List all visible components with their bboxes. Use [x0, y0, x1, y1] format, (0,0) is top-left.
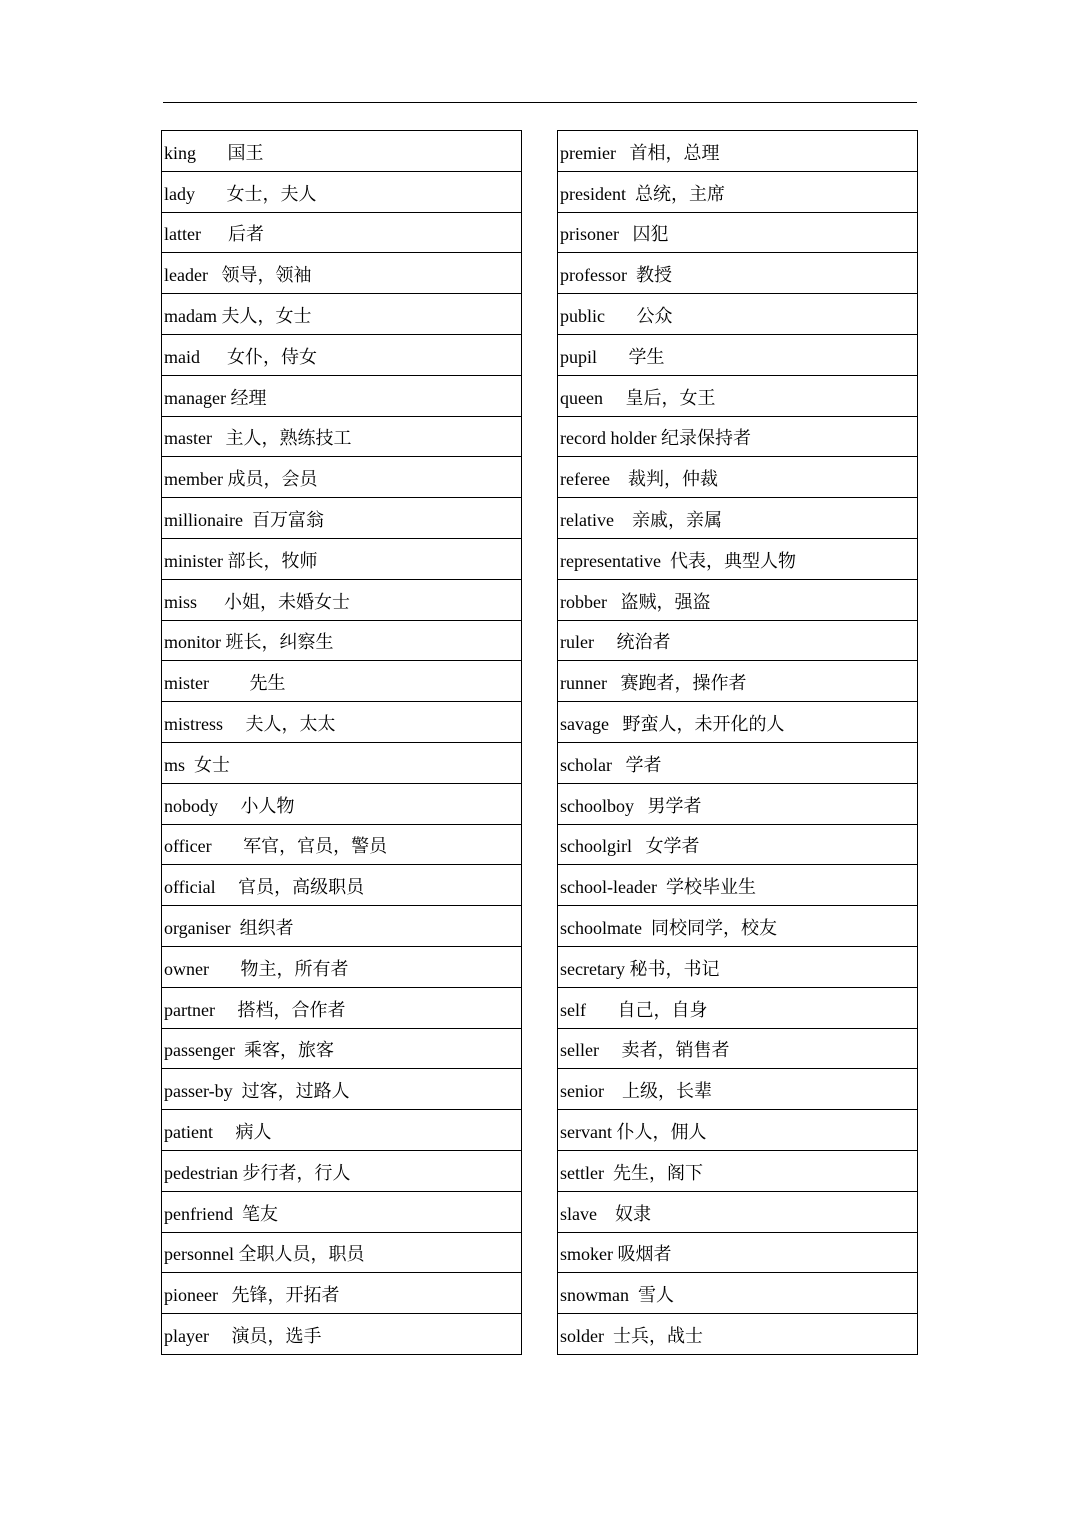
table-row — [162, 579, 522, 620]
table-row — [162, 1069, 522, 1110]
table-row — [558, 783, 918, 824]
table-row — [162, 946, 522, 987]
vocab-entry: seller 卖者，销售者 — [560, 1040, 730, 1061]
vocab-entry: record holder 纪录保持者 — [560, 428, 751, 449]
table-row — [558, 416, 918, 457]
vocab-cell — [558, 1150, 918, 1191]
vocab-cell — [558, 824, 918, 865]
vocab-cell — [558, 498, 918, 539]
vocab-entry: partner 搭档，合作者 — [164, 999, 346, 1020]
vocab-cell — [162, 865, 522, 906]
vocab-entry: representative 代表，典型人物 — [560, 550, 796, 571]
vocab-cell — [558, 375, 918, 416]
table-row — [558, 579, 918, 620]
table-row — [558, 498, 918, 539]
table-row — [558, 906, 918, 947]
table-row — [558, 457, 918, 498]
vocab-entry: pioneer 先锋，开拓者 — [164, 1285, 340, 1306]
table-row — [558, 375, 918, 416]
vocab-cell — [558, 538, 918, 579]
vocab-entry: relative 亲戚，亲属 — [560, 510, 722, 531]
vocab-entry: master 主人，熟练技工 — [164, 428, 352, 449]
table-row — [162, 1314, 522, 1355]
table-row — [558, 334, 918, 375]
table-row — [558, 987, 918, 1028]
vocab-cell — [162, 1110, 522, 1151]
vocab-cell — [558, 579, 918, 620]
table-row — [558, 1110, 918, 1151]
vocab-cell — [162, 294, 522, 335]
vocab-cell — [162, 131, 522, 172]
vocab-cell — [162, 783, 522, 824]
vocab-cell — [162, 906, 522, 947]
vocab-cell — [558, 1314, 918, 1355]
table-row — [558, 1314, 918, 1355]
table-row — [558, 253, 918, 294]
vocab-cell — [558, 987, 918, 1028]
vocab-cell — [162, 1069, 522, 1110]
vocab-entry: penfriend 笔友 — [164, 1203, 278, 1224]
vocab-entry: solder 士兵，战士 — [560, 1326, 703, 1346]
table-row — [162, 253, 522, 294]
table-row — [162, 824, 522, 865]
table-row — [558, 171, 918, 212]
vocab-cell — [162, 1232, 522, 1273]
vocab-cell — [558, 294, 918, 335]
vocab-entry: prisoner 囚犯 — [560, 224, 669, 245]
vocab-entry: schoolgirl 女学者 — [560, 836, 700, 857]
table-row — [162, 1232, 522, 1273]
table-row — [558, 1232, 918, 1273]
table-row — [558, 946, 918, 987]
vocab-cell — [162, 620, 522, 661]
vocab-cell — [558, 171, 918, 212]
vocab-cell — [162, 1191, 522, 1232]
table-row — [558, 1273, 918, 1314]
vocab-entry: officer 军官，官员，警员 — [164, 836, 388, 857]
table-row — [162, 1150, 522, 1191]
vocab-entry: ruler 统治者 — [560, 632, 671, 653]
vocab-cell — [162, 946, 522, 987]
vocab-entry: settler 先生，阁下 — [560, 1162, 703, 1183]
vocab-entry: schoolboy 男学者 — [560, 795, 702, 816]
vocab-cell — [162, 1314, 522, 1355]
table-row — [162, 294, 522, 335]
vocab-cell — [162, 579, 522, 620]
vocab-cell — [558, 1069, 918, 1110]
table-row — [558, 1028, 918, 1069]
table-row — [558, 661, 918, 702]
table-row — [162, 334, 522, 375]
vocab-cell — [162, 538, 522, 579]
vocab-entry: senior 上级，长辈 — [560, 1081, 712, 1102]
vocab-entry: personnel 全职人员，职员 — [164, 1244, 365, 1265]
vocab-entry: owner 物主，所有者 — [164, 958, 349, 979]
vocab-entry: mistress 夫人，太太 — [164, 714, 336, 735]
vocab-entry: nobody 小人物 — [164, 795, 295, 816]
vocab-cell — [558, 702, 918, 743]
table-row — [162, 171, 522, 212]
vocab-cell — [162, 702, 522, 743]
vocab-entry: referee 裁判，仲裁 — [560, 469, 718, 490]
table-row — [162, 538, 522, 579]
vocab-entry: manager 经理 — [164, 387, 267, 408]
vocab-cell — [558, 131, 918, 172]
table-row — [162, 1028, 522, 1069]
table-row — [558, 702, 918, 743]
vocab-entry: leader 领导，领袖 — [164, 265, 312, 286]
vocab-entry: runner 赛跑者，操作者 — [560, 673, 747, 694]
table-row — [162, 783, 522, 824]
vocab-cell — [162, 498, 522, 539]
vocab-entry: snowman 雪人 — [560, 1285, 674, 1306]
table-row — [162, 987, 522, 1028]
vocab-cell — [162, 1150, 522, 1191]
vocab-cell — [558, 742, 918, 783]
vocab-entry: maid 女仆，侍女 — [164, 346, 317, 367]
vocab-entry: miss 小姐，未婚女士 — [164, 591, 351, 612]
vocab-cell — [558, 1273, 918, 1314]
vocab-entry: lady 女士，夫人 — [164, 183, 317, 204]
table-row — [162, 906, 522, 947]
table-row — [558, 824, 918, 865]
vocab-entry: passenger 乘客，旅客 — [164, 1040, 334, 1061]
vocab-cell — [558, 416, 918, 457]
vocab-entry: pupil 学生 — [560, 346, 665, 367]
vocab-entry: madam 夫人，女士 — [164, 306, 312, 327]
vocab-entry: secretary 秘书，书记 — [560, 958, 720, 979]
table-row — [558, 538, 918, 579]
vocab-entry: passer-by 过客，过路人 — [164, 1081, 350, 1102]
table-row — [162, 661, 522, 702]
vocab-entry: minister 部长，牧师 — [164, 550, 318, 571]
vocab-entry: patient 病人 — [164, 1122, 272, 1143]
table-row — [558, 742, 918, 783]
table-row — [558, 131, 918, 172]
vocab-cell — [558, 946, 918, 987]
vocab-cell — [558, 783, 918, 824]
table-row — [162, 742, 522, 783]
table-row — [162, 212, 522, 253]
vocab-entry: queen 皇后，女王 — [560, 387, 716, 408]
vocab-entry: player 演员，选手 — [164, 1326, 322, 1346]
vocab-cell — [162, 212, 522, 253]
vocab-entry: servant 仆人，佣人 — [560, 1122, 707, 1143]
table-row — [558, 294, 918, 335]
vocab-entry: king 国王 — [164, 142, 264, 163]
vocab-entry: monitor 班长，纠察生 — [164, 632, 334, 653]
vocab-cell — [162, 824, 522, 865]
vocab-entry: latter 后者 — [164, 224, 264, 245]
vocab-entry: self 自己，自身 — [560, 999, 708, 1020]
vocab-entry: scholar 学者 — [560, 754, 662, 775]
table-row — [162, 131, 522, 172]
vocab-entry: official 官员，高级职员 — [164, 877, 365, 898]
vocab-entry: slave 奴隶 — [560, 1203, 651, 1224]
vocab-cell — [162, 171, 522, 212]
vocab-cell — [162, 334, 522, 375]
table-row — [558, 1191, 918, 1232]
vocab-entry: organiser 组织者 — [164, 918, 294, 939]
vocab-entry: professor 教授 — [560, 265, 672, 286]
vocab-cell — [558, 906, 918, 947]
table-row — [162, 375, 522, 416]
vocab-cell — [162, 1028, 522, 1069]
vocab-cell — [162, 253, 522, 294]
vocab-cell — [162, 1273, 522, 1314]
table-row — [162, 457, 522, 498]
vocab-cell — [162, 375, 522, 416]
vocab-cell — [558, 457, 918, 498]
vocab-entry: schoolmate 同校同学，校友 — [560, 918, 777, 939]
vocab-entry: millionaire 百万富翁 — [164, 510, 324, 531]
table-row — [558, 865, 918, 906]
vocab-cell — [162, 742, 522, 783]
vocab-entry: pedestrian 步行者，行人 — [164, 1162, 351, 1183]
vocab-cell — [162, 661, 522, 702]
vocab-entry: ms 女士 — [164, 754, 231, 775]
table-row — [558, 1150, 918, 1191]
table-row — [162, 1191, 522, 1232]
vocab-cell — [162, 457, 522, 498]
table-row — [162, 1273, 522, 1314]
table-row — [162, 620, 522, 661]
vocab-table-right — [557, 130, 918, 1355]
vocab-cell — [558, 212, 918, 253]
vocab-entry: mister 先生 — [164, 673, 286, 694]
vocab-cell — [558, 1028, 918, 1069]
vocab-entry: robber 盗贼，强盗 — [560, 591, 711, 612]
vocab-entry: premier 首相，总理 — [560, 142, 720, 163]
table-row — [162, 1110, 522, 1151]
table-row — [162, 702, 522, 743]
vocab-cell — [558, 1110, 918, 1151]
vocab-entry: public 公众 — [560, 306, 673, 327]
vocab-cell — [558, 865, 918, 906]
vocab-cell — [558, 253, 918, 294]
vocab-cell — [558, 661, 918, 702]
vocab-cell — [558, 334, 918, 375]
table-row — [162, 865, 522, 906]
vocab-cell — [162, 987, 522, 1028]
table-row — [558, 1069, 918, 1110]
top-rule — [163, 102, 917, 103]
vocab-entry: member 成员，会员 — [164, 469, 318, 490]
vocab-entry: savage 野蛮人，未开化的人 — [560, 714, 785, 735]
vocab-cell — [558, 1191, 918, 1232]
vocab-cell — [558, 1232, 918, 1273]
table-row — [558, 212, 918, 253]
vocab-cell — [162, 416, 522, 457]
vocab-cell — [558, 620, 918, 661]
vocab-entry: smoker 吸烟者 — [560, 1244, 672, 1265]
vocab-table-left — [161, 130, 522, 1355]
vocab-entry: president 总统，主席 — [560, 183, 725, 204]
table-row — [162, 416, 522, 457]
table-row — [162, 498, 522, 539]
vocab-entry: school-leader 学校毕业生 — [560, 877, 756, 898]
table-row — [558, 620, 918, 661]
